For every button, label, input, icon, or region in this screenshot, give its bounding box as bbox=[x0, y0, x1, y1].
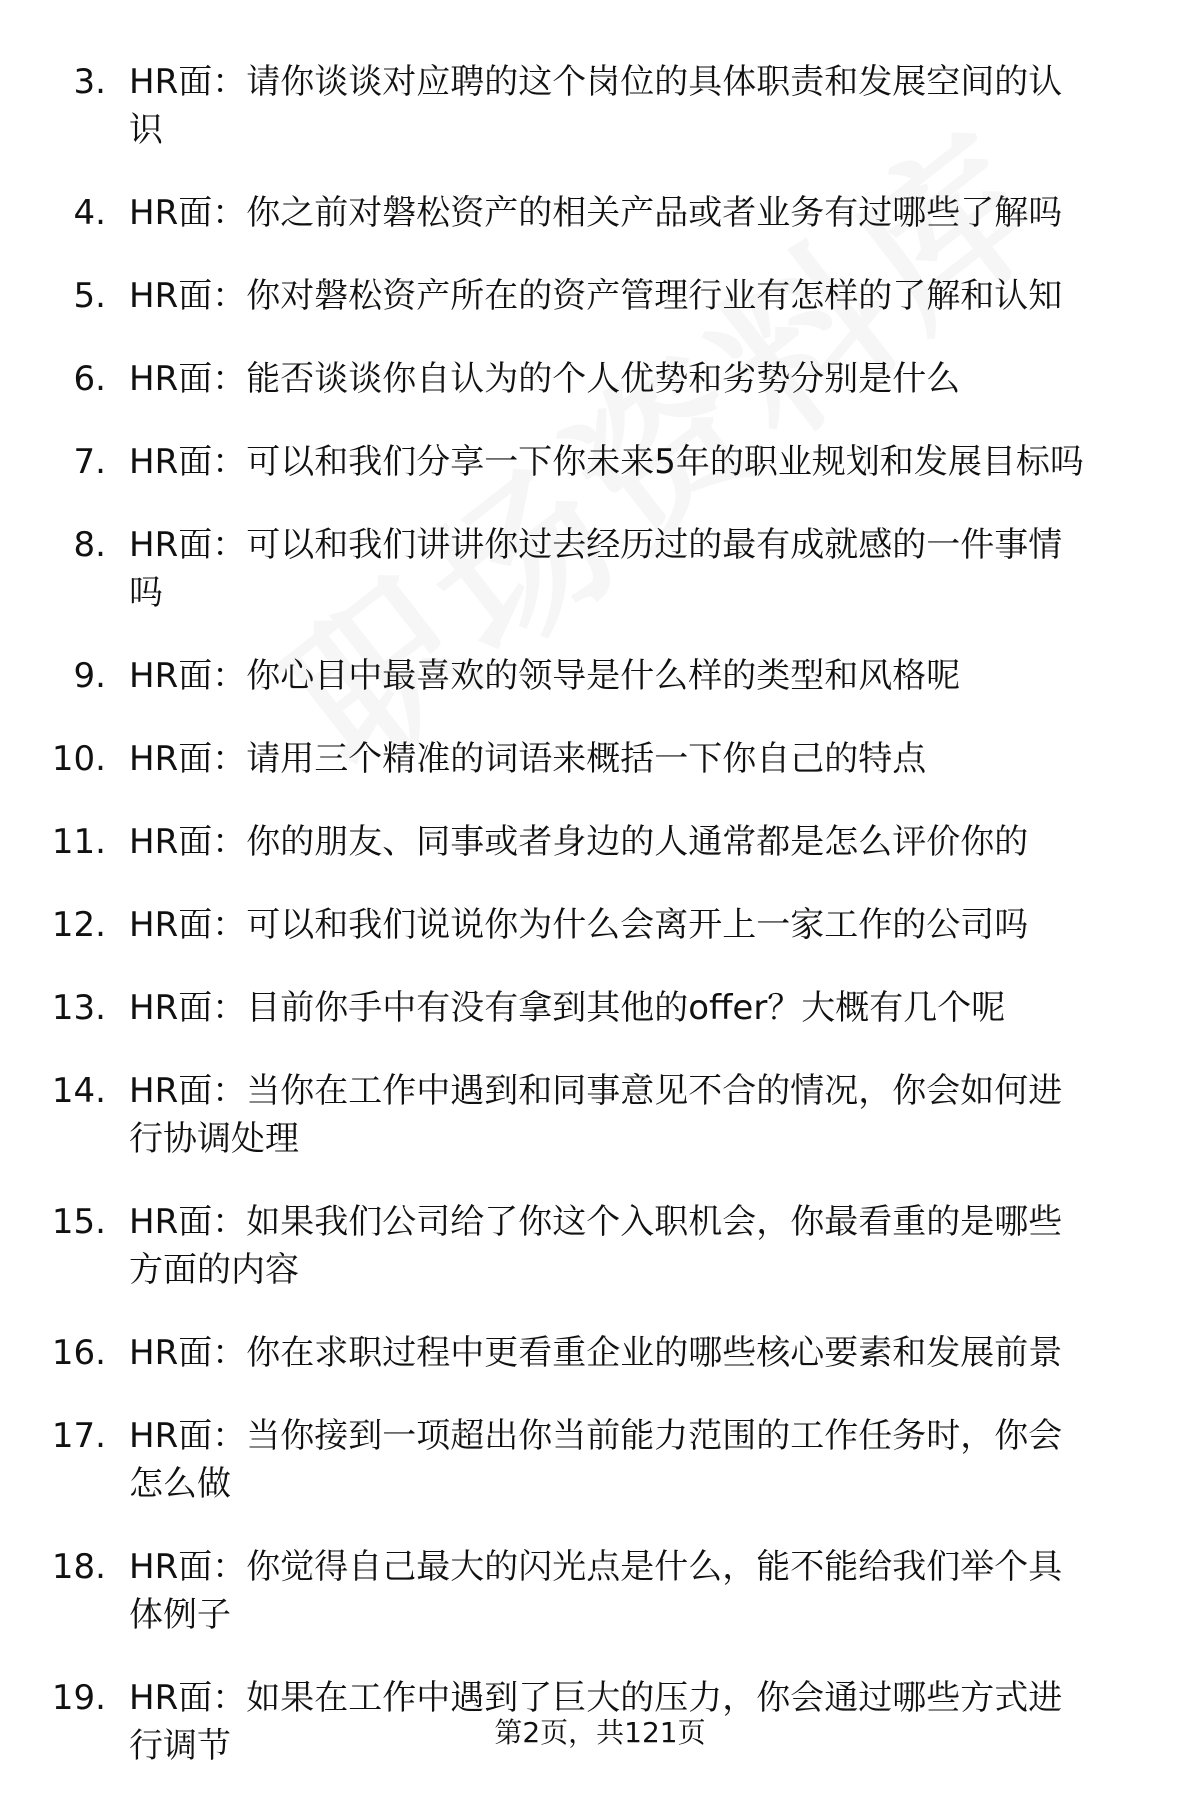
question-number: 15. bbox=[51, 1202, 106, 1242]
question-item bbox=[0, 355, 1200, 403]
question-number: 19. bbox=[51, 1678, 106, 1718]
question-text: HR面：当你接到一项超出你当前能力范围的工作任务时，你会怎么做 bbox=[129, 1416, 1063, 1504]
question-text: HR面：当你在工作中遇到和同事意见不合的情况，你会如何进行协调处理 bbox=[129, 1071, 1063, 1159]
question-text: HR面：如果在工作中遇到了巨大的压力，你会通过哪些方式进行调节 bbox=[129, 1678, 1063, 1766]
question-number: 8. bbox=[73, 525, 106, 565]
question-text: HR面：可以和我们分享一下你未来5年的职业规划和发展目标吗 bbox=[129, 442, 1084, 482]
question-number: 13. bbox=[51, 988, 106, 1028]
question-item bbox=[0, 521, 1200, 617]
question-text: HR面：目前你手中有没有拿到其他的offer？大概有几个呢 bbox=[129, 988, 1006, 1028]
question-number: 17. bbox=[51, 1416, 106, 1456]
question-text: HR面：请用三个精准的词语来概括一下你自己的特点 bbox=[129, 739, 927, 779]
question-text: HR面：可以和我们说说你为什么会离开上一家工作的公司吗 bbox=[129, 905, 1029, 945]
question-item bbox=[0, 1543, 1200, 1639]
question-number: 11. bbox=[51, 822, 106, 862]
question-number: 5. bbox=[73, 276, 106, 316]
question-text: HR面：你心目中最喜欢的领导是什么样的类型和风格呢 bbox=[129, 656, 961, 696]
question-item bbox=[0, 438, 1200, 486]
question-item bbox=[0, 735, 1200, 783]
question-number: 18. bbox=[51, 1547, 106, 1587]
question-item bbox=[0, 984, 1200, 1032]
question-item bbox=[0, 189, 1200, 237]
question-number: 6. bbox=[73, 359, 106, 399]
question-item bbox=[0, 818, 1200, 866]
question-text: HR面：你的朋友、同事或者身边的人通常都是怎么评价你的 bbox=[129, 822, 1029, 862]
question-item bbox=[0, 272, 1200, 320]
question-number: 16. bbox=[51, 1333, 106, 1373]
question-text: HR面：可以和我们讲讲你过去经历过的最有成就感的一件事情吗 bbox=[129, 525, 1063, 613]
question-number: 3. bbox=[73, 62, 106, 102]
question-text: HR面：如果我们公司给了你这个入职机会，你最看重的是哪些方面的内容 bbox=[129, 1202, 1063, 1290]
question-item bbox=[0, 1329, 1200, 1377]
question-item bbox=[0, 652, 1200, 700]
question-number: 14. bbox=[51, 1071, 106, 1111]
question-number: 9. bbox=[73, 656, 106, 696]
question-text: HR面：你在求职过程中更看重企业的哪些核心要素和发展前景 bbox=[129, 1333, 1063, 1373]
question-list bbox=[0, 58, 1200, 1805]
question-item bbox=[0, 1198, 1200, 1294]
question-item bbox=[0, 1412, 1200, 1508]
page-footer: 第2页，共121页 bbox=[494, 1716, 706, 1749]
question-number: 4. bbox=[73, 193, 106, 233]
question-text: HR面：能否谈谈你自认为的个人优势和劣势分别是什么 bbox=[129, 359, 961, 399]
question-number: 10. bbox=[51, 739, 106, 779]
question-item bbox=[0, 1067, 1200, 1163]
question-text: HR面：你觉得自己最大的闪光点是什么，能不能给我们举个具体例子 bbox=[129, 1547, 1063, 1635]
question-item bbox=[0, 901, 1200, 949]
question-number: 7. bbox=[73, 442, 106, 482]
question-number: 12. bbox=[51, 905, 106, 945]
question-text: HR面：你之前对磐松资产的相关产品或者业务有过哪些了解吗 bbox=[129, 193, 1063, 233]
question-text: HR面：请你谈谈对应聘的这个岗位的具体职责和发展空间的认识 bbox=[129, 62, 1063, 150]
question-text: HR面：你对磐松资产所在的资产管理行业有怎样的了解和认知 bbox=[129, 276, 1063, 316]
question-item bbox=[0, 58, 1200, 154]
